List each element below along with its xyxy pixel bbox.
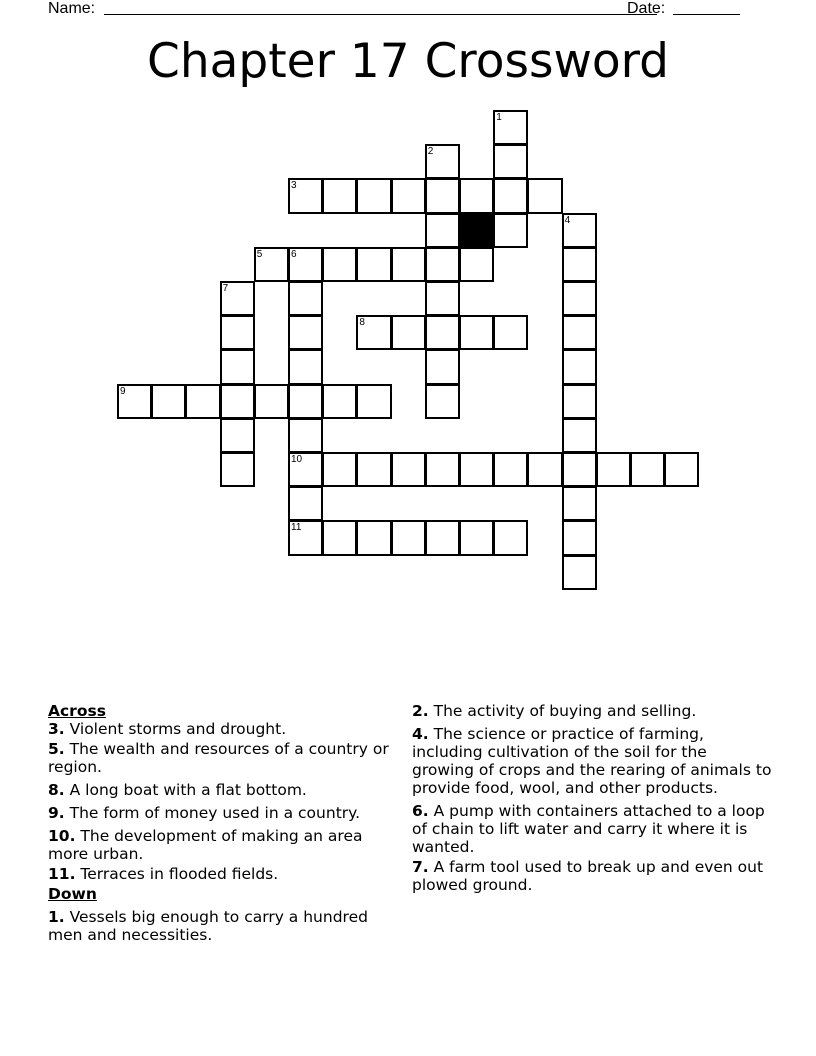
page-title: Chapter 17 Crossword bbox=[147, 34, 669, 89]
grid-cell[interactable] bbox=[322, 520, 357, 555]
grid-cell[interactable] bbox=[562, 555, 597, 590]
grid-cell[interactable] bbox=[356, 384, 391, 419]
grid-cell[interactable] bbox=[220, 315, 255, 350]
clue-number-label: 2 bbox=[427, 146, 434, 158]
clue-number: 5. bbox=[48, 740, 65, 758]
grid-cell[interactable] bbox=[356, 315, 391, 350]
black-cell bbox=[459, 213, 494, 248]
down-heading: Down bbox=[48, 885, 97, 903]
grid-cell[interactable] bbox=[391, 247, 426, 282]
grid-cell[interactable] bbox=[391, 315, 426, 350]
grid-cell[interactable] bbox=[425, 452, 460, 487]
name-label: Name: bbox=[48, 0, 96, 17]
clue-text: The activity of buying and selling. bbox=[433, 702, 697, 720]
clue-across-3 bbox=[48, 720, 398, 738]
grid-cell[interactable] bbox=[493, 110, 528, 145]
grid-cell[interactable] bbox=[459, 247, 494, 282]
clue-number: 10. bbox=[48, 827, 76, 845]
grid-cell[interactable] bbox=[425, 247, 460, 282]
grid-cell[interactable] bbox=[562, 452, 597, 487]
grid-cell[interactable] bbox=[151, 384, 186, 419]
grid-cell[interactable] bbox=[425, 520, 460, 555]
grid-cell[interactable] bbox=[288, 247, 323, 282]
clue-text: Vessels big enough to carry a hundred men and necessities. bbox=[48, 908, 368, 944]
clue-number: 2. bbox=[412, 702, 429, 720]
grid-cell[interactable] bbox=[630, 452, 665, 487]
clue-number: 3. bbox=[48, 720, 65, 738]
clue-number-label: 10 bbox=[291, 454, 303, 465]
clue-down-2 bbox=[412, 702, 772, 720]
grid-cell[interactable] bbox=[288, 349, 323, 384]
date-label: Date: bbox=[627, 0, 666, 17]
grid-cell[interactable] bbox=[562, 213, 597, 248]
clue-text: A long boat with a flat bottom. bbox=[69, 781, 307, 799]
clue-number-label: 11 bbox=[291, 522, 302, 534]
grid-cell[interactable] bbox=[425, 315, 460, 350]
grid-cell[interactable] bbox=[322, 384, 357, 419]
grid-cell[interactable] bbox=[220, 281, 255, 316]
grid-cell[interactable] bbox=[425, 144, 460, 179]
clue-number-label: 7 bbox=[222, 283, 229, 294]
grid-cell[interactable] bbox=[596, 452, 631, 487]
clue-across-11 bbox=[48, 865, 398, 883]
grid-cell[interactable] bbox=[459, 315, 494, 350]
grid-cell[interactable] bbox=[288, 178, 323, 213]
grid-cell[interactable] bbox=[356, 452, 391, 487]
grid-cell[interactable] bbox=[185, 384, 220, 419]
grid-cell[interactable] bbox=[220, 384, 255, 419]
grid-cell[interactable] bbox=[391, 520, 426, 555]
grid-cell[interactable] bbox=[493, 213, 528, 248]
clue-text: Terraces in flooded fields. bbox=[80, 865, 279, 883]
clue-number-label: 5 bbox=[256, 248, 263, 260]
grid-cell[interactable] bbox=[493, 520, 528, 555]
clue-number-label: 1 bbox=[496, 112, 502, 123]
grid-cell[interactable] bbox=[288, 281, 323, 316]
grid-cell[interactable] bbox=[459, 178, 494, 213]
grid-cell[interactable] bbox=[562, 315, 597, 350]
clues-column-right bbox=[412, 702, 772, 896]
clue-down-7 bbox=[412, 858, 772, 894]
grid-cell[interactable] bbox=[493, 315, 528, 350]
grid-cell[interactable] bbox=[493, 452, 528, 487]
clue-text: The form of money used in a country. bbox=[69, 804, 361, 822]
grid-cell[interactable] bbox=[220, 452, 255, 487]
grid-cell[interactable] bbox=[288, 452, 323, 487]
clue-number: 9. bbox=[48, 804, 65, 822]
clue-text: A farm tool used to break up and even out plowed ground. bbox=[412, 858, 764, 894]
grid-cell[interactable] bbox=[322, 452, 357, 487]
clue-number-label: 4 bbox=[564, 214, 571, 226]
clue-number-label: 8 bbox=[359, 317, 365, 329]
clue-number: 4. bbox=[412, 725, 429, 743]
clue-across-10 bbox=[48, 827, 398, 863]
grid-cell[interactable] bbox=[459, 452, 494, 487]
clue-number: 6. bbox=[412, 802, 429, 820]
clue-number-label: 9 bbox=[120, 385, 126, 397]
grid-cell[interactable] bbox=[391, 178, 426, 213]
clue-across-9 bbox=[48, 804, 398, 822]
grid-cell[interactable] bbox=[356, 247, 391, 282]
grid-cell[interactable] bbox=[288, 315, 323, 350]
grid-cell[interactable] bbox=[425, 213, 460, 248]
clue-number: 8. bbox=[48, 781, 65, 799]
clue-down-6 bbox=[412, 802, 772, 856]
grid-cell[interactable] bbox=[527, 178, 562, 213]
grid-cell[interactable] bbox=[220, 418, 255, 453]
clue-number-label: 3 bbox=[291, 180, 297, 192]
grid-cell[interactable] bbox=[493, 178, 528, 213]
clue-text: A pump with containers attached to a loop of chain to lift water and carry it where it is wanted. bbox=[412, 802, 765, 856]
grid-cell[interactable] bbox=[562, 520, 597, 555]
clue-number-label: 6 bbox=[291, 248, 297, 260]
clue-number: 1. bbox=[48, 908, 65, 926]
clue-number: 11. bbox=[48, 865, 76, 883]
across-heading: Across bbox=[48, 702, 106, 720]
grid-cell[interactable] bbox=[288, 520, 323, 555]
clues-column-left bbox=[48, 702, 398, 949]
grid-cell[interactable] bbox=[254, 384, 289, 419]
grid-cell[interactable] bbox=[664, 452, 699, 487]
clue-text: The development of making an area more urban. bbox=[48, 827, 363, 863]
grid-cell[interactable] bbox=[562, 486, 597, 521]
grid-cell[interactable] bbox=[562, 384, 597, 419]
grid-cell[interactable] bbox=[562, 281, 597, 316]
grid-cell[interactable] bbox=[356, 520, 391, 555]
grid-cell[interactable] bbox=[356, 178, 391, 213]
clue-text: The science or practice of farming, including cultivation of the soil for the growing of crops and the rearing of animals to provide food, wool, and other products. bbox=[412, 725, 772, 797]
clue-across-5 bbox=[48, 740, 398, 776]
grid-cell[interactable] bbox=[254, 247, 289, 282]
grid-cell[interactable] bbox=[425, 178, 460, 213]
grid-cell[interactable] bbox=[493, 144, 528, 179]
grid-cell[interactable] bbox=[220, 349, 255, 384]
grid-cell[interactable] bbox=[117, 384, 152, 419]
grid-cell[interactable] bbox=[562, 349, 597, 384]
grid-cell[interactable] bbox=[322, 178, 357, 213]
clue-text: The wealth and resources of a country or region. bbox=[48, 740, 389, 776]
grid-cell[interactable] bbox=[288, 418, 323, 453]
grid-cell[interactable] bbox=[288, 384, 323, 419]
grid-cell[interactable] bbox=[288, 486, 323, 521]
grid-cell[interactable] bbox=[459, 520, 494, 555]
grid-cell[interactable] bbox=[527, 452, 562, 487]
grid-cell[interactable] bbox=[425, 281, 460, 316]
clue-down-1 bbox=[48, 908, 398, 944]
grid-cell[interactable] bbox=[391, 452, 426, 487]
grid-cell[interactable] bbox=[562, 418, 597, 453]
grid-cell[interactable] bbox=[425, 384, 460, 419]
clue-across-8 bbox=[48, 781, 398, 799]
clue-text: Violent storms and drought. bbox=[69, 720, 287, 738]
grid-cell[interactable] bbox=[562, 247, 597, 282]
grid-cell[interactable] bbox=[425, 349, 460, 384]
grid-cell[interactable] bbox=[322, 247, 357, 282]
clue-number: 7. bbox=[412, 858, 429, 876]
clue-down-4 bbox=[412, 725, 772, 797]
